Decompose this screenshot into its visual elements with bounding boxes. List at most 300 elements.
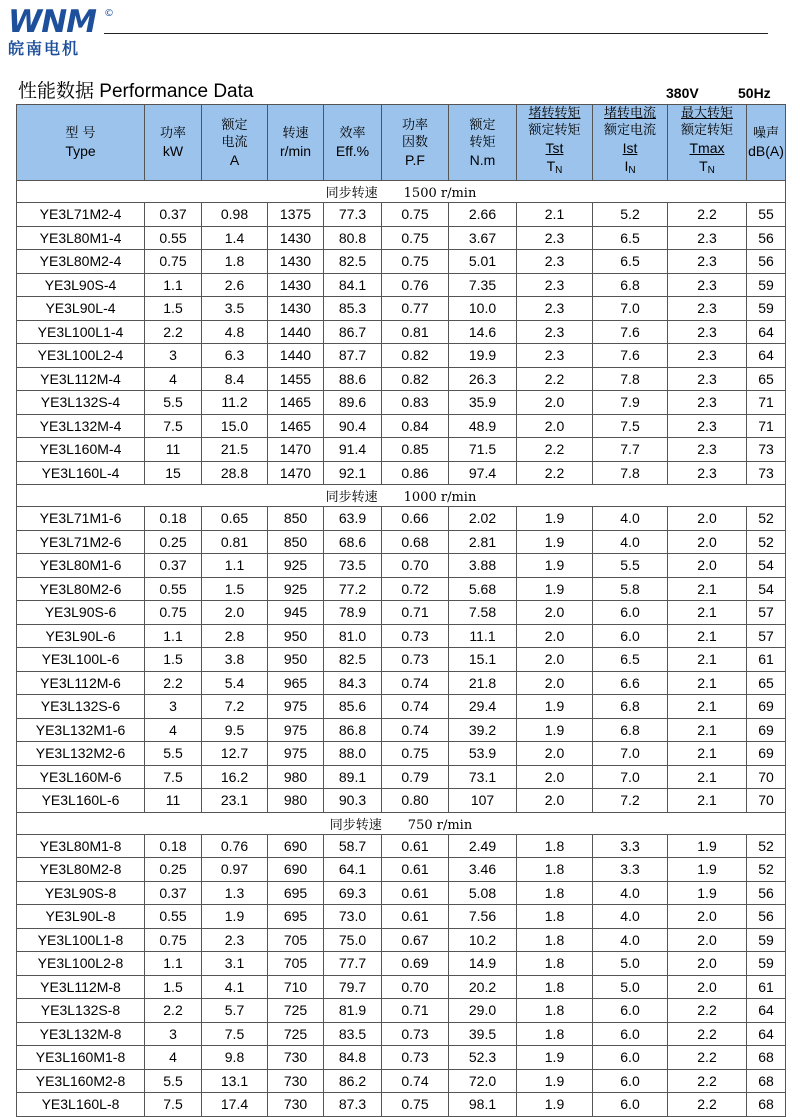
table-cell: 0.80 xyxy=(382,789,449,813)
table-cell: 1.9 xyxy=(668,834,747,858)
table-cell: YE3L80M2-6 xyxy=(17,577,145,601)
table-cell: YE3L112M-6 xyxy=(17,671,145,695)
table-cell: YE3L80M1-6 xyxy=(17,554,145,578)
table-cell: 87.3 xyxy=(324,1093,382,1117)
table-body xyxy=(17,181,786,1117)
table-cell: 59 xyxy=(747,273,786,297)
logo-mark: WNM xyxy=(8,4,96,40)
table-cell: 10.0 xyxy=(449,297,517,321)
table-cell: 64 xyxy=(747,1022,786,1046)
table-cell: 21.8 xyxy=(449,671,517,695)
table-cell: 92.1 xyxy=(324,461,382,485)
table-cell: 52 xyxy=(747,834,786,858)
table-cell: YE3L160L-4 xyxy=(17,461,145,485)
table-cell: 0.97 xyxy=(202,858,268,882)
table-cell: 1.9 xyxy=(668,881,747,905)
table-cell: 87.7 xyxy=(324,344,382,368)
table-cell: 6.8 xyxy=(593,718,668,742)
table-cell: 730 xyxy=(268,1069,324,1093)
table-cell: 0.75 xyxy=(382,1093,449,1117)
table-cell: 4.0 xyxy=(593,530,668,554)
table-cell: 73 xyxy=(747,461,786,485)
table-cell: 2.0 xyxy=(668,905,747,929)
table-cell: 7.5 xyxy=(202,1022,268,1046)
table-cell: 73.0 xyxy=(324,905,382,929)
group-header-row xyxy=(17,812,786,834)
table-cell: 0.74 xyxy=(382,1069,449,1093)
table-cell: 7.5 xyxy=(145,1093,202,1117)
table-cell: 59 xyxy=(747,297,786,321)
table-cell: YE3L71M2-4 xyxy=(17,203,145,227)
table-cell: 2.0 xyxy=(668,952,747,976)
table-cell: 0.83 xyxy=(382,391,449,415)
table-cell: 950 xyxy=(268,648,324,672)
page-header xyxy=(0,0,800,70)
table-cell: 5.5 xyxy=(145,391,202,415)
table-cell: 2.81 xyxy=(449,530,517,554)
table-cell: 84.8 xyxy=(324,1046,382,1070)
table-cell: 2.1 xyxy=(668,765,747,789)
table-cell: 7.35 xyxy=(449,273,517,297)
table-cell: 53.9 xyxy=(449,742,517,766)
table-cell: 6.0 xyxy=(593,624,668,648)
table-cell: 0.68 xyxy=(382,530,449,554)
table-cell: 1.8 xyxy=(517,928,593,952)
table-row xyxy=(17,344,786,368)
table-cell: 2.0 xyxy=(517,765,593,789)
table-cell: 945 xyxy=(268,601,324,625)
table-cell: 2.1 xyxy=(668,648,747,672)
table-cell: 2.0 xyxy=(517,414,593,438)
table-cell: 2.2 xyxy=(668,999,747,1023)
table-row xyxy=(17,789,786,813)
table-row xyxy=(17,414,786,438)
table-cell: 29.0 xyxy=(449,999,517,1023)
table-cell: 90.3 xyxy=(324,789,382,813)
table-cell: 98.1 xyxy=(449,1093,517,1117)
table-cell: 0.61 xyxy=(382,881,449,905)
header-type: 型 号 Type xyxy=(17,105,145,181)
table-cell: 2.0 xyxy=(202,601,268,625)
header-locked-current-ratio: 堵转电流 额定电流 Ist $I_N$ xyxy=(593,105,668,181)
table-row xyxy=(17,391,786,415)
table-cell: 0.37 xyxy=(145,881,202,905)
table-cell: 5.5 xyxy=(145,742,202,766)
table-cell: 54 xyxy=(747,554,786,578)
table-cell: 0.70 xyxy=(382,554,449,578)
table-cell: 0.71 xyxy=(382,999,449,1023)
table-cell: 16.2 xyxy=(202,765,268,789)
table-cell: 2.1 xyxy=(668,671,747,695)
table-cell: 90.4 xyxy=(324,414,382,438)
table-row xyxy=(17,554,786,578)
table-cell: 2.66 xyxy=(449,203,517,227)
table-cell: 7.5 xyxy=(593,414,668,438)
table-cell: YE3L90L-6 xyxy=(17,624,145,648)
table-cell: 6.0 xyxy=(593,601,668,625)
table-cell: 2.2 xyxy=(145,999,202,1023)
table-cell: 2.1 xyxy=(668,601,747,625)
table-cell: 81.0 xyxy=(324,624,382,648)
page-title: 性能数据 Performance Data xyxy=(18,81,254,102)
table-cell: 1440 xyxy=(268,320,324,344)
header-locked-torque-ratio: 堵转转矩 额定转矩 Tst $T_N$ xyxy=(517,105,593,181)
table-cell: 0.65 xyxy=(202,507,268,531)
table-cell: 5.0 xyxy=(593,952,668,976)
table-cell: 3.67 xyxy=(449,226,517,250)
table-cell: 1.8 xyxy=(517,975,593,999)
table-cell: YE3L132M1-6 xyxy=(17,718,145,742)
performance-table xyxy=(16,104,786,1117)
table-cell: 6.0 xyxy=(593,1093,668,1117)
table-cell: 850 xyxy=(268,530,324,554)
table-cell: 69 xyxy=(747,718,786,742)
table-cell: 68 xyxy=(747,1093,786,1117)
table-cell: 6.0 xyxy=(593,999,668,1023)
table-cell: 0.55 xyxy=(145,226,202,250)
table-cell: 710 xyxy=(268,975,324,999)
table-cell: 2.3 xyxy=(517,320,593,344)
table-cell: 705 xyxy=(268,928,324,952)
table-cell: 1455 xyxy=(268,367,324,391)
table-cell: YE3L90L-8 xyxy=(17,905,145,929)
table-cell: 975 xyxy=(268,742,324,766)
table-cell: 21.5 xyxy=(202,438,268,462)
table-cell: 7.58 xyxy=(449,601,517,625)
table-cell: 15.1 xyxy=(449,648,517,672)
table-cell: 0.55 xyxy=(145,577,202,601)
table-row xyxy=(17,438,786,462)
table-cell: 0.84 xyxy=(382,414,449,438)
table-cell: 7.6 xyxy=(593,344,668,368)
table-cell: YE3L160M1-8 xyxy=(17,1046,145,1070)
table-cell: 1.8 xyxy=(202,250,268,274)
table-cell: 1430 xyxy=(268,273,324,297)
table-cell: 14.9 xyxy=(449,952,517,976)
table-cell: 52 xyxy=(747,507,786,531)
table-cell: 2.2 xyxy=(668,1093,747,1117)
table-cell: 5.8 xyxy=(593,577,668,601)
table-cell: 0.61 xyxy=(382,905,449,929)
header-max-torque-ratio: 最大转矩 额定转矩 Tmax $T_N$ xyxy=(668,105,747,181)
table-cell: 2.0 xyxy=(668,975,747,999)
table-cell: 1.3 xyxy=(202,881,268,905)
table-cell: 690 xyxy=(268,858,324,882)
table-cell: 965 xyxy=(268,671,324,695)
table-cell: YE3L90S-6 xyxy=(17,601,145,625)
table-cell: 5.01 xyxy=(449,250,517,274)
table-cell: 1.1 xyxy=(202,554,268,578)
table-cell: 75.0 xyxy=(324,928,382,952)
table-cell: 73 xyxy=(747,438,786,462)
table-cell: 61 xyxy=(747,975,786,999)
table-row xyxy=(17,601,786,625)
table-cell: 52 xyxy=(747,530,786,554)
table-cell: 71 xyxy=(747,414,786,438)
table-cell: 7.0 xyxy=(593,742,668,766)
table-cell: 1465 xyxy=(268,414,324,438)
table-cell: 71.5 xyxy=(449,438,517,462)
table-cell: 2.3 xyxy=(668,391,747,415)
table-header-row xyxy=(17,105,786,181)
table-cell: 84.1 xyxy=(324,273,382,297)
table-cell: 725 xyxy=(268,999,324,1023)
table-row xyxy=(17,1093,786,1117)
table-cell: 88.0 xyxy=(324,742,382,766)
table-cell: 1.9 xyxy=(517,507,593,531)
table-cell: 0.77 xyxy=(382,297,449,321)
table-cell: 56 xyxy=(747,250,786,274)
table-cell: 0.25 xyxy=(145,858,202,882)
table-cell: 6.0 xyxy=(593,1046,668,1070)
table-cell: 91.4 xyxy=(324,438,382,462)
table-row xyxy=(17,695,786,719)
table-cell: 1.5 xyxy=(202,577,268,601)
table-row xyxy=(17,250,786,274)
table-cell: 1470 xyxy=(268,438,324,462)
table-cell: 6.6 xyxy=(593,671,668,695)
table-cell: 0.74 xyxy=(382,718,449,742)
table-cell: 2.0 xyxy=(517,789,593,813)
voltage-label: 380V xyxy=(666,85,699,101)
table-cell: YE3L132M-4 xyxy=(17,414,145,438)
table-row xyxy=(17,577,786,601)
table-cell: 0.55 xyxy=(145,905,202,929)
table-row xyxy=(17,624,786,648)
table-cell: YE3L100L-6 xyxy=(17,648,145,672)
table-cell: 97.4 xyxy=(449,461,517,485)
table-cell: 2.0 xyxy=(517,742,593,766)
table-cell: 39.2 xyxy=(449,718,517,742)
table-cell: 1.8 xyxy=(517,834,593,858)
table-cell: 0.18 xyxy=(145,834,202,858)
table-cell: 0.73 xyxy=(382,648,449,672)
table-cell: 0.71 xyxy=(382,601,449,625)
table-cell: 2.2 xyxy=(145,320,202,344)
table-cell: 4.0 xyxy=(593,928,668,952)
table-cell: 28.8 xyxy=(202,461,268,485)
table-cell: 6.5 xyxy=(593,648,668,672)
table-cell: 730 xyxy=(268,1046,324,1070)
table-cell: 725 xyxy=(268,1022,324,1046)
table-cell: 69 xyxy=(747,695,786,719)
table-cell: 11 xyxy=(145,789,202,813)
table-cell: 975 xyxy=(268,695,324,719)
table-cell: 1.4 xyxy=(202,226,268,250)
table-cell: 6.5 xyxy=(593,226,668,250)
table-cell: 2.2 xyxy=(668,203,747,227)
table-cell: 0.37 xyxy=(145,554,202,578)
table-cell: 0.81 xyxy=(382,320,449,344)
table-cell: 2.3 xyxy=(668,273,747,297)
table-cell: 730 xyxy=(268,1093,324,1117)
table-cell: 695 xyxy=(268,881,324,905)
table-cell: 3.46 xyxy=(449,858,517,882)
table-cell: 2.3 xyxy=(668,226,747,250)
table-cell: 1.1 xyxy=(145,952,202,976)
table-cell: 26.3 xyxy=(449,367,517,391)
table-cell: YE3L132M2-6 xyxy=(17,742,145,766)
table-cell: 11.1 xyxy=(449,624,517,648)
table-cell: 2.2 xyxy=(517,367,593,391)
table-cell: 980 xyxy=(268,789,324,813)
table-cell: 7.8 xyxy=(593,461,668,485)
table-cell: YE3L100L1-8 xyxy=(17,928,145,952)
table-cell: 0.75 xyxy=(382,203,449,227)
header-torque: 额定 转矩 N.m xyxy=(449,105,517,181)
table-cell: 54 xyxy=(747,577,786,601)
table-cell: 7.8 xyxy=(593,367,668,391)
table-cell: 57 xyxy=(747,624,786,648)
table-cell: 2.0 xyxy=(517,624,593,648)
table-cell: 0.61 xyxy=(382,858,449,882)
table-cell: 107 xyxy=(449,789,517,813)
table-cell: 0.18 xyxy=(145,507,202,531)
table-cell: 3.88 xyxy=(449,554,517,578)
table-cell: 1440 xyxy=(268,344,324,368)
table-row xyxy=(17,742,786,766)
table-cell: 2.8 xyxy=(202,624,268,648)
table-cell: 1.9 xyxy=(202,905,268,929)
sync-speed-label: 同步转速 1500 r/min xyxy=(17,181,786,203)
table-cell: 0.73 xyxy=(382,1022,449,1046)
table-cell: 69 xyxy=(747,742,786,766)
table-cell: 4.1 xyxy=(202,975,268,999)
table-cell: 1.8 xyxy=(517,1022,593,1046)
table-cell: 1.5 xyxy=(145,975,202,999)
table-cell: 1.9 xyxy=(517,1069,593,1093)
table-cell: 88.6 xyxy=(324,367,382,391)
table-cell: 0.74 xyxy=(382,671,449,695)
title-row xyxy=(18,80,784,104)
table-cell: 0.79 xyxy=(382,765,449,789)
table-cell: 6.8 xyxy=(593,273,668,297)
table-row xyxy=(17,273,786,297)
table-cell: 1.8 xyxy=(517,999,593,1023)
table-row xyxy=(17,858,786,882)
table-row xyxy=(17,226,786,250)
table-cell: 86.7 xyxy=(324,320,382,344)
table-cell: 2.49 xyxy=(449,834,517,858)
table-cell: 9.8 xyxy=(202,1046,268,1070)
header-noise: 噪声 dB(A) xyxy=(747,105,786,181)
table-cell: 2.2 xyxy=(517,438,593,462)
table-cell: 5.68 xyxy=(449,577,517,601)
table-cell: 0.98 xyxy=(202,203,268,227)
table-cell: 5.5 xyxy=(145,1069,202,1093)
table-row xyxy=(17,530,786,554)
table-cell: 7.2 xyxy=(202,695,268,719)
table-cell: 0.67 xyxy=(382,928,449,952)
table-cell: 2.2 xyxy=(517,461,593,485)
table-cell: 0.86 xyxy=(382,461,449,485)
table-cell: 0.85 xyxy=(382,438,449,462)
table-cell: 1430 xyxy=(268,226,324,250)
table-cell: 4 xyxy=(145,367,202,391)
table-cell: YE3L80M2-8 xyxy=(17,858,145,882)
group-header-row xyxy=(17,181,786,203)
table-cell: 0.37 xyxy=(145,203,202,227)
table-cell: 15.0 xyxy=(202,414,268,438)
table-cell: 3 xyxy=(145,695,202,719)
table-cell: 0.75 xyxy=(145,928,202,952)
table-cell: 2.3 xyxy=(517,273,593,297)
sync-speed-label: 同步转速 750 r/min xyxy=(17,812,786,834)
table-cell: 8.4 xyxy=(202,367,268,391)
table-cell: 3.1 xyxy=(202,952,268,976)
table-cell: 9.5 xyxy=(202,718,268,742)
table-cell: 0.25 xyxy=(145,530,202,554)
table-cell: 4 xyxy=(145,718,202,742)
table-cell: 7.0 xyxy=(593,297,668,321)
table-row xyxy=(17,1022,786,1046)
table-cell: 950 xyxy=(268,624,324,648)
table-cell: YE3L100L2-8 xyxy=(17,952,145,976)
header-speed: 转速 r/min xyxy=(268,105,324,181)
table-cell: 7.9 xyxy=(593,391,668,415)
table-cell: 0.73 xyxy=(382,1046,449,1070)
table-cell: 5.2 xyxy=(593,203,668,227)
table-row xyxy=(17,999,786,1023)
table-cell: 2.2 xyxy=(145,671,202,695)
table-cell: 2.1 xyxy=(668,742,747,766)
table-cell: 0.76 xyxy=(202,834,268,858)
table-cell: 2.3 xyxy=(668,414,747,438)
table-cell: 2.3 xyxy=(668,250,747,274)
table-cell: 11 xyxy=(145,438,202,462)
table-cell: 7.2 xyxy=(593,789,668,813)
table-cell: 23.1 xyxy=(202,789,268,813)
table-cell: 1.9 xyxy=(517,1093,593,1117)
table-cell: 4 xyxy=(145,1046,202,1070)
table-cell: 0.76 xyxy=(382,273,449,297)
table-cell: 2.3 xyxy=(668,367,747,391)
table-cell: 6.0 xyxy=(593,1022,668,1046)
table-cell: 705 xyxy=(268,952,324,976)
table-cell: 85.3 xyxy=(324,297,382,321)
brand-name: 皖南电机 xyxy=(8,39,81,58)
table-cell: 1470 xyxy=(268,461,324,485)
table-cell: 695 xyxy=(268,905,324,929)
table-cell: 1430 xyxy=(268,297,324,321)
table-cell: 70 xyxy=(747,765,786,789)
table-cell: 77.7 xyxy=(324,952,382,976)
table-cell: 850 xyxy=(268,507,324,531)
table-cell: 64.1 xyxy=(324,858,382,882)
table-cell: 2.3 xyxy=(668,461,747,485)
table-row xyxy=(17,367,786,391)
table-cell: 7.0 xyxy=(593,765,668,789)
table-cell: 56 xyxy=(747,905,786,929)
table-cell: 2.1 xyxy=(668,577,747,601)
table-cell: 4.0 xyxy=(593,905,668,929)
table-row xyxy=(17,648,786,672)
table-cell: 73.1 xyxy=(449,765,517,789)
table-cell: 89.6 xyxy=(324,391,382,415)
table-row xyxy=(17,834,786,858)
table-cell: 77.3 xyxy=(324,203,382,227)
table-cell: 0.69 xyxy=(382,952,449,976)
table-cell: 7.7 xyxy=(593,438,668,462)
table-cell: 20.2 xyxy=(449,975,517,999)
table-cell: 3.3 xyxy=(593,834,668,858)
table-row xyxy=(17,1046,786,1070)
header-power-factor: 功率 因数 P.F xyxy=(382,105,449,181)
table-cell: 5.0 xyxy=(593,975,668,999)
table-cell: 2.3 xyxy=(668,438,747,462)
table-cell: 73.5 xyxy=(324,554,382,578)
table-cell: 690 xyxy=(268,834,324,858)
